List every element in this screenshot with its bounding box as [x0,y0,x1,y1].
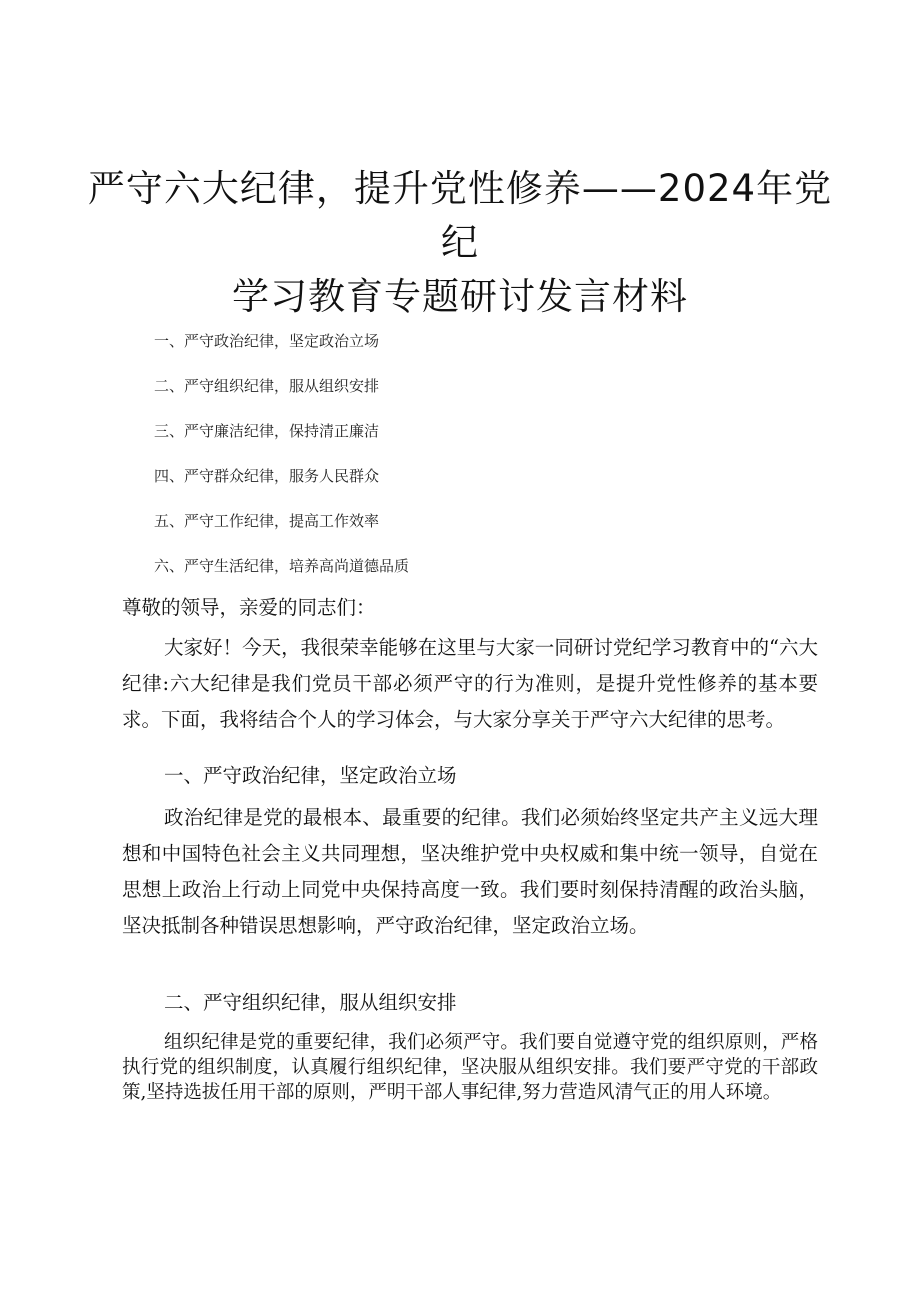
section-2-heading: 二、严守组织纪律，服从组织安排 [164,991,457,1014]
document-title [70,162,850,324]
toc-item: 五、严守工作纪律，提高工作效率 [154,512,380,530]
section-2-paragraph: 组织纪律是党的重要纪律，我们必须严守。我们要自觉遵守党的组织原则，严格执行党的组织制度，认真履行组织纪律，坚决服从组织安排。我们要严守党的干部政策,坚持选拔任用干部的原则，严明干部人事纪律,努力营造风清气正的用人环境。 [122,1032,818,1103]
toc-item: 三、严守廉洁纪律，保持清正廉洁 [154,422,380,440]
toc-item: 六、严守生活纪律，培养高尚道德品质 [154,557,410,575]
title-line-1: 严守六大纪律，提升党性修养——2024年党纪 [87,167,833,264]
greeting: 尊敬的领导，亲爱的同志们： [122,596,376,619]
toc-item: 二、严守组织纪律，服从组织安排 [154,377,380,395]
section-1-heading: 一、严守政治纪律，坚定政治立场 [164,764,457,787]
toc-item: 四、严守群众纪律，服务人民群众 [154,467,380,485]
title-line-2: 学习教育专题研讨发言材料 [232,275,688,318]
section-1-paragraph: 政治纪律是党的最根本、最重要的纪律。我们必须始终坚定共产主义远大理想和中国特色社会主义共同理想，坚决维护党中央权威和集中统一领导，自觉在思想上政治上行动上同党中央保持高度一致。我们要时刻保持清醒的政治头脑，坚决抵制各种错误思想影响，严守政治纪律，坚定政治立场。 [122,806,818,937]
toc-item: 一、严守政治纪律，坚定政治立场 [154,332,380,350]
intro-paragraph: 大家好！今天，我很荣幸能够在这里与大家一同研讨党纪学习教育中的“六大纪律:六大纪律是我们党员干部必须严守的行为准则，是提升党性修养的基本要求。下面，我将结合个人的学习体会，与大家分享关于严守六大纪律的思考。 [122,636,818,731]
table-of-contents [154,328,409,598]
